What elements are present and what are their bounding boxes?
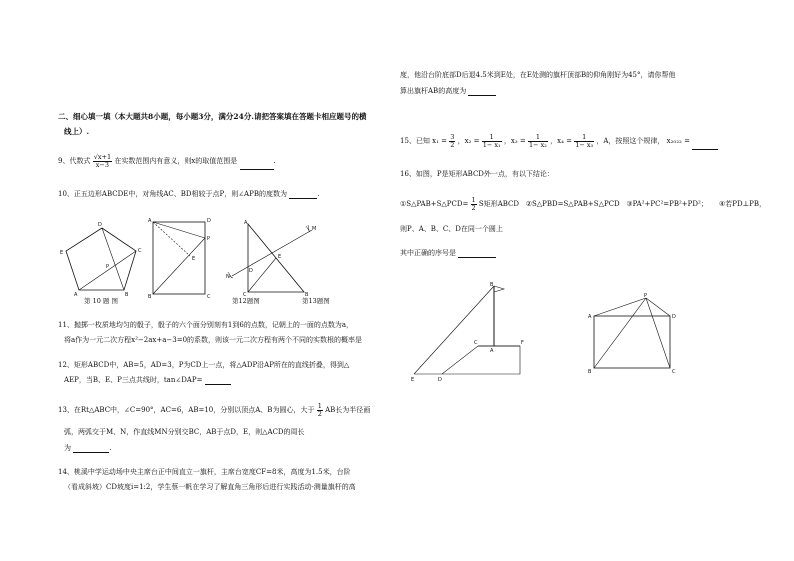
- fig16-label-d: D: [672, 314, 676, 320]
- q12-line2-text: AEP，当B、E、P三点共线时，tan∠DAP=: [64, 376, 203, 384]
- q15-x3: ，x₃ =: [503, 137, 526, 145]
- q16-opt1-prefix: ①S△PAB+S△PCD=: [400, 200, 469, 208]
- q15-x4-den: 1− x₃: [575, 140, 594, 149]
- q9-denominator: x−3: [95, 160, 110, 169]
- q13-answer-blank[interactable]: [73, 445, 109, 453]
- figure-13-caption: 第13题图: [302, 297, 330, 305]
- fig13-label-c: C: [243, 292, 247, 298]
- q9-answer-blank[interactable]: [240, 162, 274, 170]
- q15-x2-den: 1− x₁: [482, 140, 501, 149]
- q15-x2-frac: [482, 134, 502, 149]
- fig13-label-b: B: [305, 292, 309, 298]
- fig12-label-b: B: [148, 294, 152, 300]
- q16-opt1-den: 2: [471, 203, 476, 212]
- fig10-label-p: P: [106, 264, 110, 270]
- q9-numerator: √x+1: [93, 152, 112, 161]
- fig13-label-a: A: [244, 220, 248, 226]
- q15-x2-num: 1: [482, 134, 502, 142]
- fig12-label-d: D: [207, 218, 211, 224]
- q13-frac-num: 1: [317, 401, 322, 410]
- question-14-line1: 14、桃溪中学运动场中央主席台正中间直立一旗杆，主席台宽度CF=8米，高度为1.5米，台阶: [58, 468, 351, 476]
- fig14-label-a: A: [490, 348, 494, 354]
- figure-16-rectangle: [588, 292, 678, 374]
- fig10-label-a: A: [74, 292, 78, 298]
- fig12-label-c: C: [207, 294, 211, 300]
- q15-x2: ，x₂ =: [457, 137, 480, 145]
- q16-answer-blank[interactable]: [458, 250, 496, 258]
- fig13-label-d: D: [249, 268, 253, 274]
- fig10-label-c: C: [138, 248, 142, 254]
- fig14-label-d: D: [438, 377, 442, 383]
- question-16-line1: 16、如图，P是矩形ABCD外一点，有以下结论：: [400, 170, 554, 178]
- q15-answer-blank[interactable]: [692, 142, 718, 150]
- q13-suffix: AB长为半径画: [325, 406, 371, 414]
- question-16-options: [400, 195, 766, 213]
- q9-prefix: 9、代数式: [58, 157, 91, 165]
- question-13-line1: [58, 402, 370, 418]
- q16-opt1-num: 1: [471, 195, 476, 204]
- question-14-line2: （看成斜坡）CD坡度i=1:2，学生蔡一帆在学习了解直角三角形后进行实践活动-测量旗杆的高: [64, 483, 356, 491]
- question-12-line2: [64, 376, 231, 385]
- figure-12-rectangle: [150, 218, 212, 298]
- q16-opt3: ③PA²+PC²=PB²+PD²；: [626, 200, 708, 208]
- question-16-line3: 则P、A、B、C、D在同一个圆上: [400, 225, 503, 233]
- fig13-label-n: N: [226, 274, 230, 280]
- q15-x4: ，x₄ =: [550, 137, 572, 145]
- fig16-label-p: P: [644, 293, 648, 299]
- q15-x1: x₁ =: [432, 137, 448, 145]
- q9-fraction: [93, 154, 112, 169]
- q13-prefix: 13、在Rt△ABC中，∠C=90°，AC=6，AB=10，分别以顶点A、B为圆心，大于: [58, 406, 315, 414]
- q15-x4-num: 1: [574, 134, 594, 142]
- q16-opt1-suffix: S矩形ABCD: [478, 200, 520, 208]
- q15-x1-num: 3: [450, 132, 455, 141]
- q16-line4-text: 其中正确的序号是: [400, 249, 456, 257]
- fig14-label-c: C: [474, 340, 478, 346]
- fig14-label-b: B: [490, 282, 494, 288]
- fig13-label-m: M: [312, 226, 317, 232]
- fig12-label-a: A: [148, 218, 152, 224]
- q15-x4-frac: [574, 134, 594, 149]
- q15-prefix: 15、已知: [400, 137, 430, 145]
- question-12-line1: 12、矩形ABCD中，AB=5，AD=3，P为CD上一点，将△ADP沿AP所在的直线折叠，得到△: [58, 361, 350, 369]
- q15-suffix: ，A，按照这个规律，: [596, 137, 665, 145]
- question-13-line2: 弧，两弧交于M、N，作直线MN分别交BC，AB于点D，E，则△ACD的周长: [64, 428, 305, 436]
- q13-fraction: [317, 403, 323, 418]
- fig10-label-b: B: [125, 292, 129, 298]
- fig14-label-f: F: [521, 340, 524, 346]
- fig16-label-a: A: [588, 314, 592, 320]
- q13-line3-text: 为: [64, 444, 71, 452]
- fig13-label-e: E: [278, 254, 282, 260]
- q14-answer-blank[interactable]: [468, 88, 496, 96]
- question-9: 9、代数式 $\frac{√x+1}{x-3}$ 在实数范围内有意义，则x的取值范围是 .: [58, 152, 276, 169]
- q15-x3-num: 1: [528, 134, 548, 142]
- question-16-line4: [400, 249, 496, 258]
- question-14-cont-line1: 度，他沿台阶底部D后退4.5米到E处，在E处测的旗杆顶部B的仰角刚好为45°，请你帮他: [400, 71, 676, 79]
- q13-frac-den: 2: [317, 409, 322, 418]
- figure-10-caption: 第 10 题 图: [84, 297, 118, 305]
- q14-cont-text: 算出旗杆AB的高度为: [400, 87, 467, 95]
- q12-answer-blank[interactable]: [205, 377, 231, 385]
- figure-13-triangle: [220, 220, 320, 296]
- question-13-line3: 为 .: [64, 444, 112, 452]
- fig16-label-c: C: [672, 369, 676, 375]
- question-14-cont-line2: [400, 87, 496, 96]
- fig10-label-e: E: [60, 250, 64, 256]
- figure-14-flagpole: [408, 282, 528, 382]
- q15-x1-den: 2: [450, 140, 455, 149]
- figure-12-caption: 第12题图: [232, 297, 260, 305]
- fig12-label-p: P: [207, 236, 211, 242]
- question-11-line1: 11、抛掷一枚质地均匀的骰子，骰子的六个面分别刻有1到6的点数，记朝上的一面的点数为a，: [58, 321, 353, 329]
- q10-answer-blank[interactable]: [289, 191, 317, 199]
- q15-x1-frac: [449, 134, 455, 149]
- q11-line2-text: 将a作为一元二次方程x²−2ax+a−3=0的系数，则该一元二次方程有两个不同的实数根的概率是: [64, 336, 363, 344]
- fig14-label-e: E: [411, 377, 415, 383]
- question-10: 10、正五边形ABCDE中，对角线AC、BD相较于点P，则∠APB的度数为 .: [58, 190, 320, 198]
- q9-suffix: 在实数范围内有意义，则x的取值范围是: [114, 157, 238, 165]
- fig10-label-d: D: [98, 222, 102, 228]
- q15-x3-frac: [528, 134, 548, 149]
- q15-x3-den: 1− x₂: [528, 140, 547, 149]
- figure-10-pentagon: [58, 218, 150, 296]
- question-11-line2: [64, 336, 362, 345]
- q16-opt1-frac: [471, 197, 477, 212]
- section-title: 二、细心填一填（本大题共8小题，每小题3分，满分24分.请把答案填在答题卡相应题号的横: [58, 112, 367, 121]
- q15-target: x₂₀₂₂ =: [666, 137, 690, 145]
- q16-opt4: ④若PD⊥PB，: [718, 200, 766, 208]
- fig16-label-b: B: [588, 369, 592, 375]
- q16-opt2: ②S△PBD=S△PAB+S△PCD: [525, 200, 620, 208]
- fig12-label-e: E: [192, 256, 196, 262]
- section-title-line2: 线上）.: [64, 127, 90, 136]
- q10-text: 10、正五边形ABCDE中，对角线AC、BD相较于点P，则∠APB的度数为: [58, 190, 287, 198]
- question-15: [400, 132, 718, 150]
